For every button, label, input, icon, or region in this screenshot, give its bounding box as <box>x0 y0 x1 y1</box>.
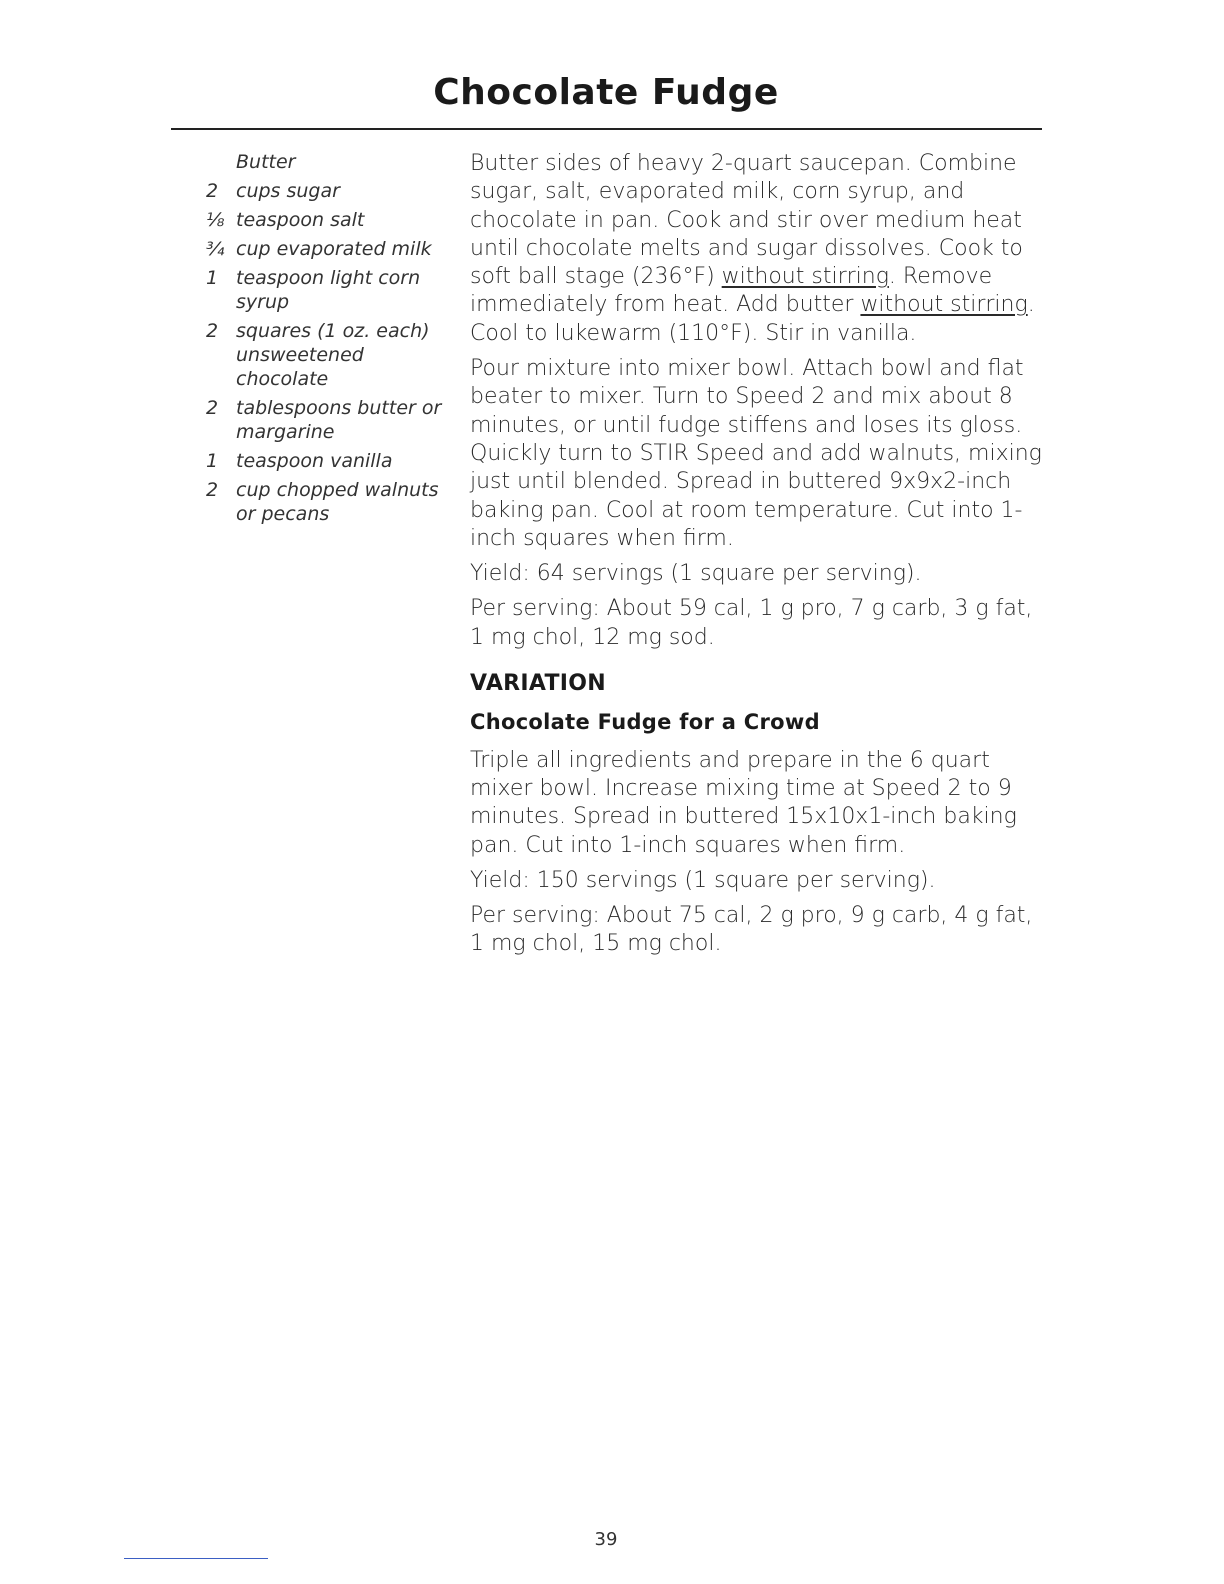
method-column <box>470 150 1050 966</box>
ingredient-item <box>196 319 446 391</box>
ingredient-qty: 1 <box>206 267 219 289</box>
variation-yield-text: Yield: 150 servings (1 square per serving). <box>470 867 936 893</box>
ingredient-item <box>196 208 446 232</box>
variation-heading: VARIATION <box>470 671 607 697</box>
ingredient-item <box>196 266 446 314</box>
method-text: . Cool to lukewarm (110°F). Stir in vanilla. <box>470 292 1035 346</box>
ingredient-item <box>196 396 446 444</box>
ingredient-name: teaspoon vanilla <box>236 450 393 472</box>
nutrition-text: Per serving: About 59 cal, 1 g pro, 7 g carb, 3 g fat, 1 mg chol, 12 mg sod. <box>470 596 1033 650</box>
ingredient-qty: 1 <box>206 450 219 472</box>
ingredient-name: cup evaporated milk <box>236 238 432 260</box>
variation-nutrition-text: Per serving: About 75 cal, 2 g pro, 9 g carb, 4 g fat, 1 mg chol, 15 mg chol. <box>470 903 1033 957</box>
ingredient-name: cup chopped walnuts or pecans <box>236 479 439 525</box>
method-paragraph: Pour mixture into mixer bowl. Attach bowl and flat beater to mixer. Turn to Speed 2 and mix about 8 minutes, or until fudge stiffens and loses its gloss. Quickly turn to STIR Speed and add walnuts, mixing just until blended. Spread in buttered 9x9x2-inch baking pan. Cool at room temperature. Cut into 1-inch squares when firm. <box>470 356 1042 551</box>
ingredient-name: cups sugar <box>236 180 340 202</box>
ingredient-list <box>196 150 446 531</box>
yield-text: Yield: 64 servings (1 square per serving). <box>470 561 922 587</box>
ingredient-item <box>196 150 446 174</box>
ingredient-item <box>196 478 446 526</box>
ingredient-name: teaspoon salt <box>236 209 365 231</box>
ingredient-name: Butter <box>236 151 296 173</box>
ingredient-name: tablespoons butter or margarine <box>236 397 442 443</box>
ingredient-qty: 2 <box>206 479 219 501</box>
page-number: 39 <box>594 1529 618 1550</box>
method-paragraph <box>470 150 1050 348</box>
ingredient-qty: ⅛ <box>206 209 225 231</box>
variation-paragraph: Triple all ingredients and prepare in the 6 quart mixer bowl. Increase mixing time at Speed 2 to 9 minutes. Spread in buttered 15x10x1-inch baking pan. Cut into 1-inch squares when firm. <box>470 747 1017 858</box>
ingredient-name: squares (1 oz. each) unsweetened chocolate <box>236 320 430 390</box>
ingredient-qty: 2 <box>206 320 219 342</box>
ingredient-item <box>196 179 446 203</box>
ingredient-name: teaspoon light corn syrup <box>236 267 421 313</box>
title-divider <box>171 128 1042 130</box>
page-title: Chocolate Fudge <box>433 72 779 113</box>
ingredient-qty: 2 <box>206 180 219 202</box>
ingredient-qty: ¾ <box>206 238 225 260</box>
ingredient-item <box>196 449 446 473</box>
method-text: Butter sides of heavy 2-quart saucepan. Combine sugar, salt, evaporated milk, corn syrup, and chocolate in pan. Cook and stir over medium heat until chocolate melts and sugar dissolves. Cook to soft ball stage (236°F) <box>470 151 1023 290</box>
ingredient-qty <box>196 150 236 174</box>
footer-divider <box>124 1558 268 1559</box>
method-emphasis: without stirring <box>860 292 1028 318</box>
ingredient-item <box>196 237 446 261</box>
method-text: . Remove immediately from heat. Add butter <box>470 264 993 318</box>
method-emphasis: without stirring <box>721 264 889 290</box>
variation-subheading: Chocolate Fudge for a Crowd <box>470 710 820 735</box>
ingredient-qty: 2 <box>206 397 219 419</box>
